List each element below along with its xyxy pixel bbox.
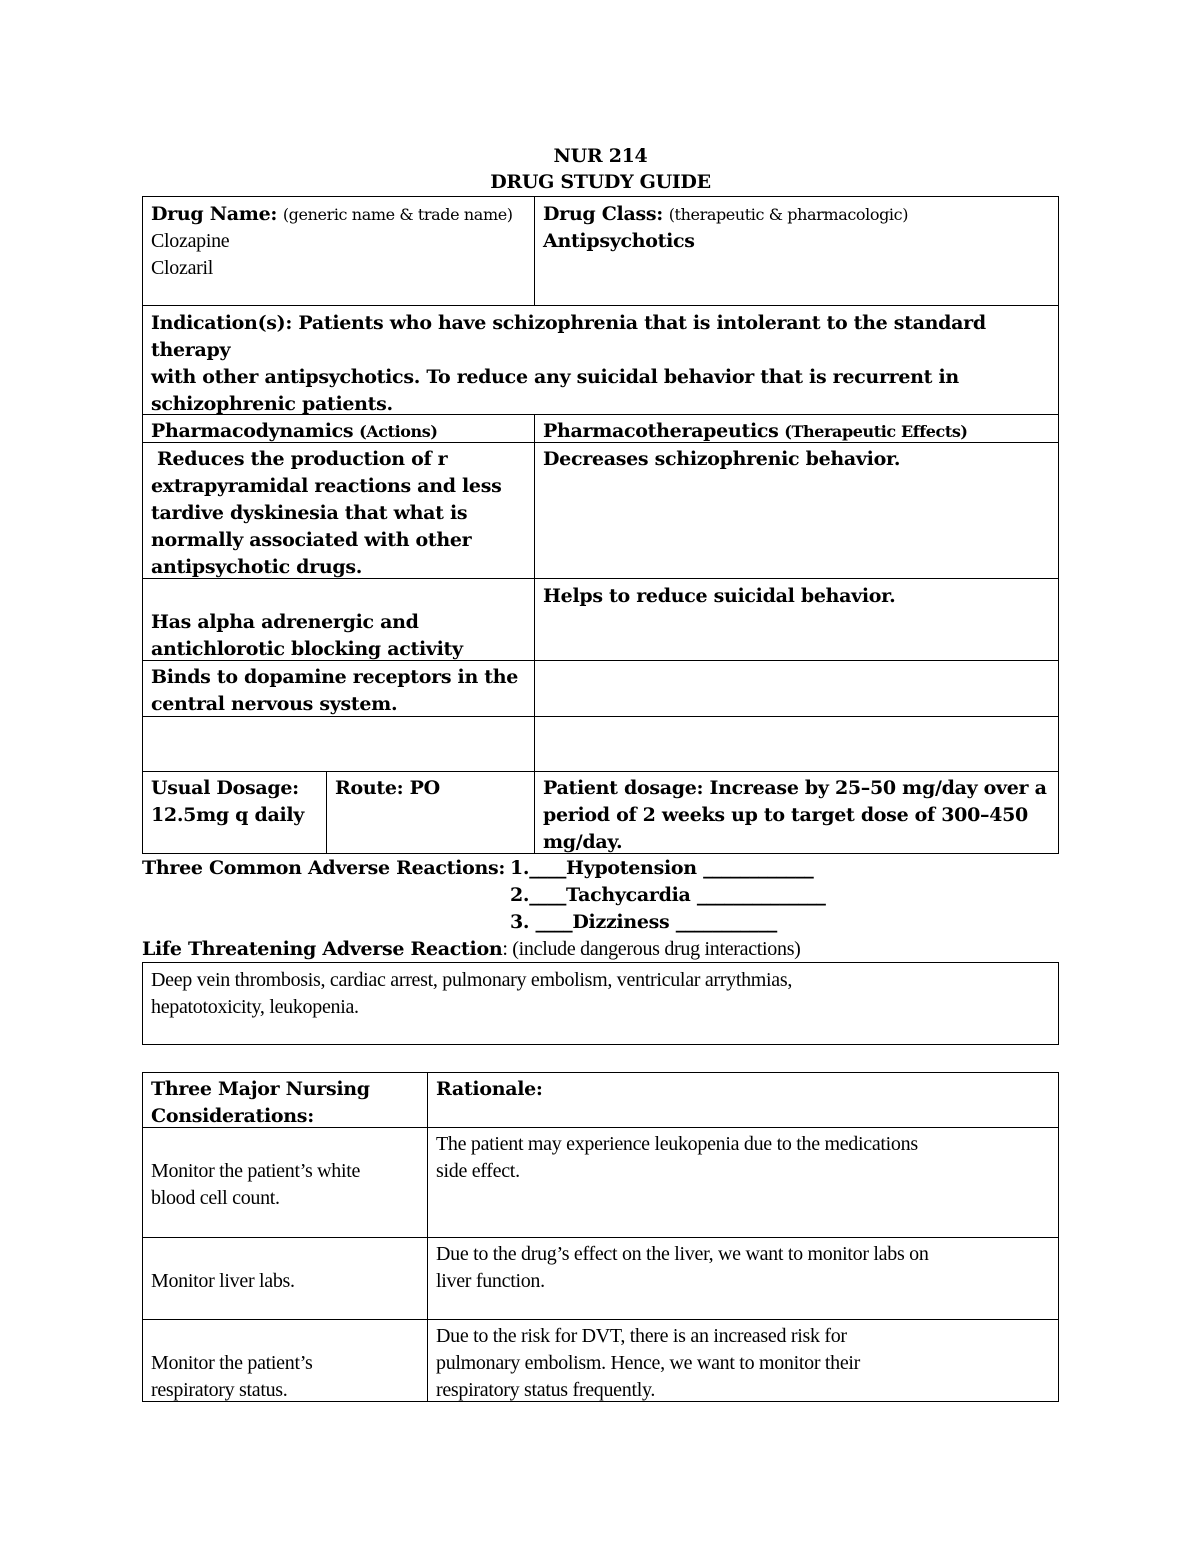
consideration-cell: Monitor the patient’s respiratory status.	[151, 1352, 313, 1401]
patient-dosage-cell: Patient dosage: Increase by 25–50 mg/day over a period of 2 weeks up to target dose of 300–450 mg/day.	[543, 777, 1047, 853]
life-threatening-text: Deep vein thrombosis, cardiac arrest, pulmonary embolism, ventricular arrythmias, hepatotoxicity, leukopenia.	[151, 969, 793, 1018]
course-code: NUR 214	[553, 145, 648, 167]
indication-line: schizophrenic patients.	[151, 393, 393, 415]
divider	[142, 305, 1059, 306]
indication-line: with other antipsychotics. To reduce any suicidal behavior that is recurrent in	[151, 366, 959, 388]
route-cell: Route: PO	[335, 777, 440, 799]
consideration-cell: Monitor the patient’s white blood cell count.	[151, 1160, 361, 1209]
life-threatening-heading: Life Threatening Adverse Reaction: (include dangerous drug interactions)	[142, 938, 801, 960]
nursing-header-right: Rationale:	[436, 1078, 543, 1100]
adverse-item: 2.____Tachycardia ______________	[510, 884, 826, 906]
nursing-header-left: Three Major Nursing Considerations:	[151, 1078, 370, 1127]
action-item: Has alpha adrenergic and antichlorotic blocking activity	[151, 611, 463, 660]
adverse-item: 3. ____Dizziness ___________	[510, 911, 777, 933]
action-item: Binds to dopamine receptors in the central nervous system.	[151, 666, 519, 715]
rationale-cell: Due to the drug’s effect on the liver, we want to monitor labs on liver function.	[436, 1243, 929, 1292]
drug-name-hint: (generic name & trade name)	[282, 205, 513, 224]
drug-class-hint: (therapeutic & pharmacologic)	[668, 205, 909, 224]
drug-name-cell	[142, 198, 534, 285]
usual-dosage-cell: Usual Dosage: 12.5mg q daily	[151, 777, 305, 826]
adverse-label: Three Common Adverse Reactions:	[142, 857, 506, 879]
indication-line: Indication(s): Patients who have schizophrenia that is intolerant to the standard therapy	[151, 312, 986, 361]
rationale-cell: Due to the risk for DVT, there is an increased risk for pulmonary embolism. Hence, we want to monitor their respiratory status frequently.	[436, 1325, 861, 1401]
pharmacotherapeutics-header: Pharmacotherapeutics (Therapeutic Effects)	[543, 420, 968, 442]
effect-item: Helps to reduce suicidal behavior.	[543, 585, 896, 607]
generic-name: Clozapine	[151, 230, 230, 252]
drug-name-label: Drug Name:	[151, 203, 278, 225]
page-title: DRUG STUDY GUIDE	[490, 171, 711, 193]
rationale-cell: The patient may experience leukopenia due to the medications side effect.	[436, 1133, 918, 1182]
action-item: Reduces the production of r extrapyramidal reactions and less tardive dyskinesia that what is normally associated with other antipsychotic drugs.	[151, 448, 502, 578]
trade-name: Clozaril	[151, 257, 214, 279]
pharmacodynamics-header: Pharmacodynamics (Actions)	[151, 420, 438, 442]
indication-cell	[142, 307, 1059, 421]
effect-item: Decreases schizophrenic behavior.	[543, 448, 901, 470]
drug-class-value: Antipsychotics	[543, 230, 695, 252]
adverse-item: 1.____Hypotension ____________	[510, 857, 814, 879]
consideration-cell: Monitor liver labs.	[151, 1270, 295, 1292]
drug-class-cell	[534, 198, 1059, 258]
drug-class-label: Drug Class:	[543, 203, 663, 225]
